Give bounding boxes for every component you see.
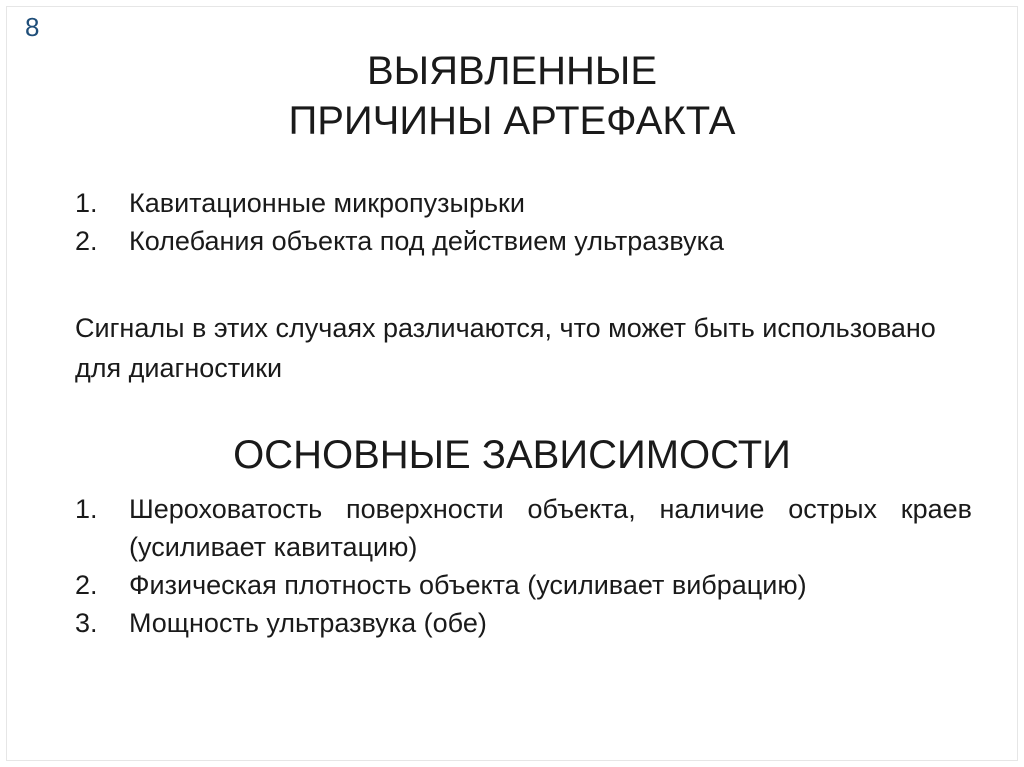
list-item-number: 2.	[75, 570, 98, 600]
list-item	[75, 222, 972, 260]
list-item-text: Шероховатость поверхности объекта, наличие острых краев (усиливает кавитацию)	[129, 494, 972, 562]
list-item	[75, 490, 972, 566]
list-item-number: 1.	[75, 494, 98, 524]
list-item-text: Физическая плотность объекта (усиливает вибрацию)	[129, 570, 807, 600]
list-item-text: Мощность ультразвука (обе)	[129, 608, 487, 638]
section-subtitle: ОСНОВНЫЕ ЗАВИСИМОСТИ	[233, 433, 791, 477]
list-item-number: 3.	[75, 608, 98, 638]
slide-title-line-2: ПРИЧИНЫ АРТЕФАКТА	[288, 99, 736, 143]
list-item-text: Кавитационные микропузырьки	[129, 188, 525, 218]
dependencies-list	[75, 490, 972, 642]
list-item-number: 2.	[75, 226, 98, 256]
causes-list	[75, 184, 972, 260]
diagnostics-note: Сигналы в этих случаях различаются, что может быть использовано для диагностики	[75, 313, 936, 383]
slide-title-line-1: ВЫЯВЛЕННЫЕ	[367, 49, 657, 93]
list-item-text: Колебания объекта под действием ультразвука	[129, 226, 725, 256]
list-item	[75, 184, 972, 222]
list-item	[75, 566, 972, 604]
list-item-number: 1.	[75, 188, 98, 218]
page-number: 8	[25, 12, 40, 42]
list-item	[75, 604, 972, 642]
slide-title	[0, 46, 1024, 146]
